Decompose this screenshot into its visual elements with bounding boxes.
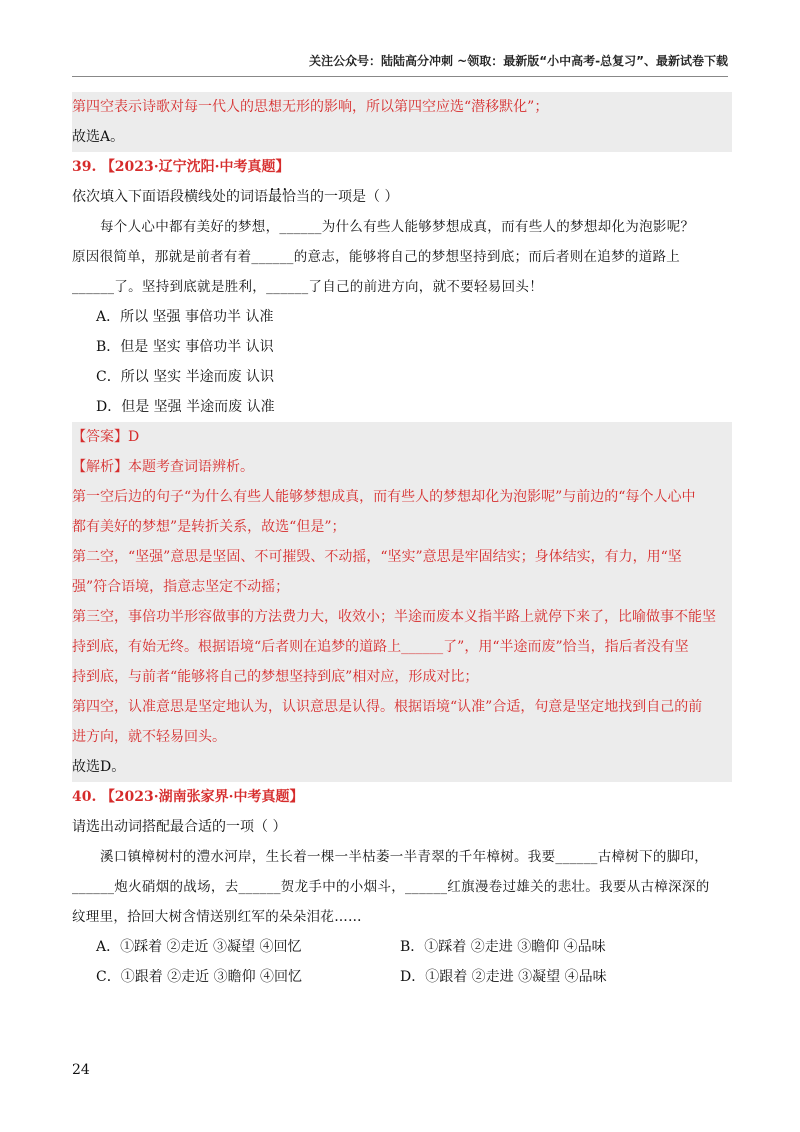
analysis-line: 强”符合语境，指意志坚定不动摇；: [72, 579, 290, 595]
question-39-heading: [72, 152, 732, 182]
question-40-options-row-2: [72, 962, 732, 992]
option-b[interactable]: B．①踩着 ②走进 ③瞻仰 ④品味: [400, 939, 606, 955]
analysis-line: 持到底，与前者“能够将自己的梦想坚持到底”相对应，形成对比；: [72, 669, 479, 685]
stem-text-end: 的一项是（ ）: [310, 189, 399, 205]
question-number: 39.: [72, 159, 97, 175]
option-d[interactable]: D．但是 坚强 半途而废 认准: [96, 399, 275, 415]
passage-line: 每个人心中都有美好的梦想，______为什么有些人能够梦想成真，而有些人的梦想却化为泡影呢？: [100, 219, 695, 235]
page-number: 24: [72, 1062, 90, 1078]
question-number: 40.: [72, 789, 97, 805]
question-40-heading: [72, 782, 732, 812]
emphasis-dotted-text: 最恰当 • • •: [268, 189, 310, 205]
question-40-options-row-1: [72, 932, 732, 962]
option-c[interactable]: C．①跟着 ②走近 ③瞻仰 ④回忆: [96, 969, 303, 985]
option-a[interactable]: A．所以 坚强 事倍功半 认准: [96, 309, 274, 325]
question-39-options: [72, 302, 732, 422]
question-40-stem: 请选出动词搭配最合适的一项（ ）: [72, 819, 287, 835]
question-40-passage: [72, 842, 732, 932]
passage-line: ______了。坚持到底就是胜利，______了自己的前进方向，就不要轻易回头！: [72, 279, 543, 295]
analysis-line: 持到底，有始无终。根据语境“后者则在追梦的道路上______了”，用“半途而废”恰当，指后者没有坚: [72, 639, 689, 655]
analysis-title: 【解析】本题考查词语辨析。: [72, 459, 254, 475]
question-39-stem: [72, 182, 732, 212]
option-c[interactable]: C．所以 坚实 半途而废 认识: [96, 369, 275, 385]
document-body: [72, 92, 732, 992]
conclusion: 故选D。: [72, 759, 126, 775]
answer: 【答案】D: [72, 429, 140, 445]
analysis-line: 第四空，认准意思是坚定地认为，认识意思是认得。根据语境“认准”合适，句意是坚定地找到自己的前: [72, 699, 703, 715]
analysis-line: 第一空后边的句子“为什么有些人能够梦想成真，而有些人的梦想却化为泡影呢”与前边的“每个人心中: [72, 489, 696, 505]
previous-analysis-line: 第四空表示诗歌对每一代人的思想无形的影响，所以第四空应选“潜移默化”；: [72, 99, 549, 115]
passage-line: 溪口镇樟树村的澧水河岸，生长着一棵一半枯萎一半青翠的千年樟树。我要______古樟树下的脚印，: [100, 849, 709, 865]
analysis-line: 第三空，事倍功半形容做事的方法费力大，收效小；半途而废本义指半路上就停下来了，比喻做事不能坚: [72, 609, 716, 625]
previous-conclusion: 故选A。: [72, 129, 125, 145]
page-header: 关注公众号：陆陆高分冲刺 ~领取：最新版“小中高考-总复习”、最新试卷下载: [309, 54, 728, 68]
analysis-line: 都有美好的梦想”是转折关系，故选“但是”；: [72, 519, 346, 535]
passage-line: ______炮火硝烟的战场，去______贺龙手中的小烟斗，______红旗漫卷过雄关的悲壮。我要从古樟深深的: [72, 879, 710, 895]
question-39-answer-block: [72, 422, 732, 782]
passage-line: 原因很简单，那就是前者有着______的意志，能够将自己的梦想坚持到底；而后者则在追梦的道路上: [72, 249, 681, 265]
question-39-passage: [72, 212, 732, 302]
passage-line: 纹理里，拾回大树含情送别红军的朵朵泪花……: [72, 909, 362, 925]
analysis-line: 第二空，“坚强”意思是坚固、不可摧毁、不动摇，“坚实”意思是牢固结实；身体结实，有力，用“坚: [72, 549, 682, 565]
option-d[interactable]: D．①跟着 ②走进 ③凝望 ④品味: [400, 969, 607, 985]
option-b[interactable]: B．但是 坚实 事倍功半 认识: [96, 339, 274, 355]
analysis-line: 进方向，就不轻易回头。: [72, 729, 226, 745]
option-a[interactable]: A．①踩着 ②走近 ③凝望 ④回忆: [96, 939, 302, 955]
question-source: 【2023·辽宁沈阳·中考真题】: [100, 159, 290, 175]
header-divider: [72, 76, 728, 77]
question-source: 【2023·湖南张家界·中考真题】: [100, 789, 304, 805]
stem-text: 依次填入下面语段横线处的词语: [72, 189, 268, 205]
previous-analysis: [72, 92, 732, 152]
